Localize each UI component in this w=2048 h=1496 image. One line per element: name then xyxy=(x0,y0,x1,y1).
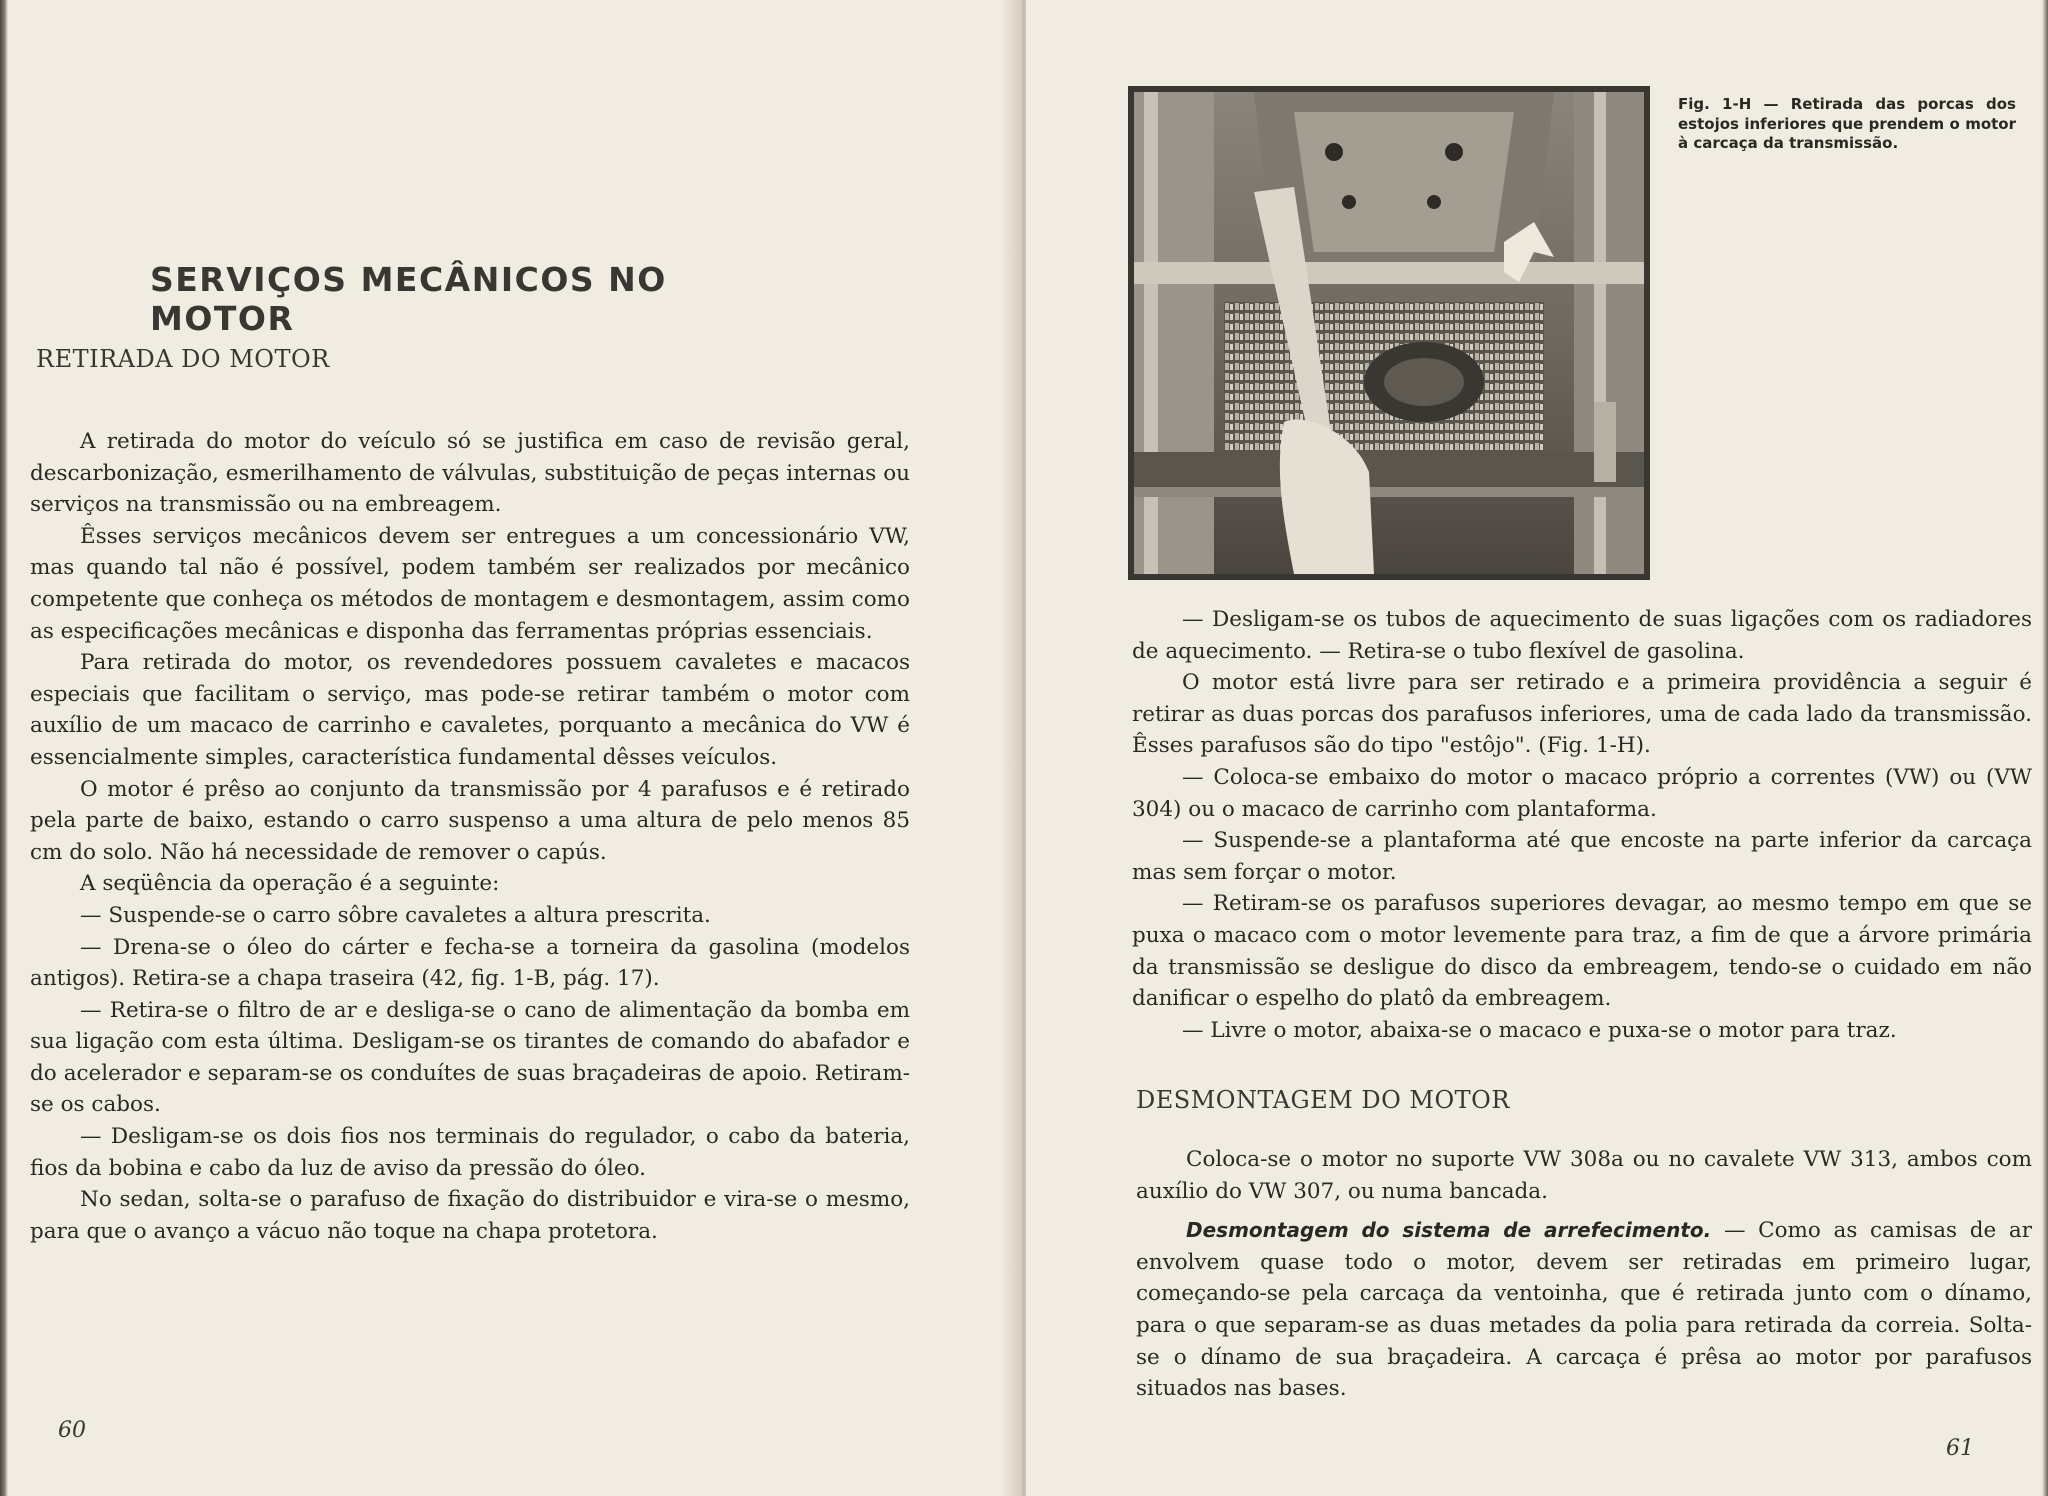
paragraph: — Suspende-se a plantaforma até que encoste na parte inferior da carcaça mas sem forçar o motor. xyxy=(1132,828,2032,885)
paragraph: — Retira-se o filtro de ar e desliga-se o cano de alimentação da bomba em sua ligação com esta última. Desligam-se os tirantes de comando do abafador e do acelerador e separam-se os conduítes de suas braçadeiras de apoio. Retiram-se os cabos. xyxy=(30,997,910,1118)
paragraph: — Desligam-se os dois fios nos terminais do regulador, o cabo da bateria, fios da bobina e cabo da luz de aviso da pressão do óleo. xyxy=(30,1124,910,1181)
figure-photo-engine-underside xyxy=(1128,86,1650,580)
right-page xyxy=(1026,0,2048,1496)
paragraph: — Desligam-se os tubos de aquecimento de suas ligações com os radiadores de aquecimento. — Retira-se o tubo flexível de gasolina. xyxy=(1132,607,2032,664)
paragraph: No sedan, solta-se o parafuso de fixação do distribuidor e vira-se o mesmo, para que o avanço a vácuo não toque na chapa protetora. xyxy=(30,1187,910,1244)
right-body-text-bottom xyxy=(1136,1144,2032,1405)
cooling-subheading: Desmontagem do sistema de arrefecimento. xyxy=(1186,1218,1712,1243)
paragraph: — Drena-se o óleo do cárter e fecha-se a torneira da gasolina (modelos antigos). Retira-se a chapa traseira (42, fig. 1-B, pág. 17). xyxy=(30,934,910,992)
paragraph-cooling xyxy=(1136,1215,2032,1405)
page-number-left: 60 xyxy=(58,1418,86,1443)
engine-photo-illustration xyxy=(1134,92,1644,574)
figure-caption: Fig. 1-H — Retirada das porcas dos estojos inferiores que prendem o motor à carcaça da transmissão. xyxy=(1678,95,2016,152)
paragraph: — Livre o motor, abaixa-se o macaco e puxa-se o motor para traz. xyxy=(1182,1017,1897,1043)
paragraph: A seqüência da operação é a seguinte: xyxy=(80,871,500,897)
paragraph: Para retirada do motor, os revendedores possuem cavaletes e macacos especiais que facilitam o serviço, mas pode-se retirar também o motor com auxílio de um macaco de carrinho e cavaletes, porquanto a mecânica do VW é essencialmente simples, característica fundamental dêsses veículos. xyxy=(30,650,910,770)
chapter-title: SERVIÇOS MECÂNICOS NO MOTOR xyxy=(150,260,667,338)
paragraph: O motor é prêso ao conjunto da transmissão por 4 parafusos e é retirado pela parte de baixo, estando o carro suspenso a uma altura de pelo menos 85 cm do solo. Não há necessidade de remover o capús. xyxy=(30,776,910,865)
paragraph: — Retiram-se os parafusos superiores devagar, ao mesmo tempo em que se puxa o macaco com o motor levemente para traz, a fim de que a árvore primária da transmissão se desligue do disco da embreagem, tendo-se o cuidado em não danificar o espelho do platô da embreagem. xyxy=(1132,891,2032,1012)
section-heading-retirada: RETIRADA DO MOTOR xyxy=(36,345,330,373)
page-edge-shadow xyxy=(2042,0,2048,1496)
left-page xyxy=(0,0,1022,1496)
section-heading-desmontagem: DESMONTAGEM DO MOTOR xyxy=(1136,1086,1510,1114)
page-number-right: 61 xyxy=(1946,1436,1974,1461)
right-body-text-top xyxy=(1132,604,2032,1046)
page-edge-shadow xyxy=(0,0,8,1496)
paragraph: Êsses serviços mecânicos devem ser entregues a um concessionário VW, mas quando tal não é possível, podem também ser realizados por mecânico competente que conheça os métodos de montagem e desmontagem, assim como as especificações mecânicas e disponha das ferramentas próprias essenciais. xyxy=(30,523,910,644)
left-body-text xyxy=(30,426,910,1247)
cooling-text: — Como as camisas de ar envolvem quase todo o motor, devem ser retiradas em primeiro lugar, começando-se pela carcaça da ventoinha, que é retirada junto com o dínamo, para o que separam-se as duas metades da polia para retirada da correia. Solta-se o dínamo de sua braçadeira. A carcaça é prêsa ao motor por parafusos situados nas bases. xyxy=(1136,1218,2032,1402)
paragraph: Coloca-se o motor no suporte VW 308a ou no cavalete VW 313, ambos com auxílio do VW 307, ou numa bancada. xyxy=(1136,1147,2032,1204)
paragraph: O motor está livre para ser retirado e a primeira providência a seguir é retirar as duas porcas dos parafusos inferiores, uma de cada lado da transmissão. Êsses parafusos são do tipo "estôjo". (Fig. 1-H). xyxy=(1132,670,2032,759)
paragraph: — Coloca-se embaixo do motor o macaco próprio a correntes (VW) ou (VW 304) ou o macaco de carrinho com plantaforma. xyxy=(1132,764,2032,822)
paragraph: A retirada do motor do veículo só se justifica em caso de revisão geral, descarbonização, esmerilhamento de válvulas, substituição de peças internas ou serviços na transmissão ou na embreagem. xyxy=(30,429,910,518)
paragraph: — Suspende-se o carro sôbre cavaletes a altura prescrita. xyxy=(80,902,711,928)
